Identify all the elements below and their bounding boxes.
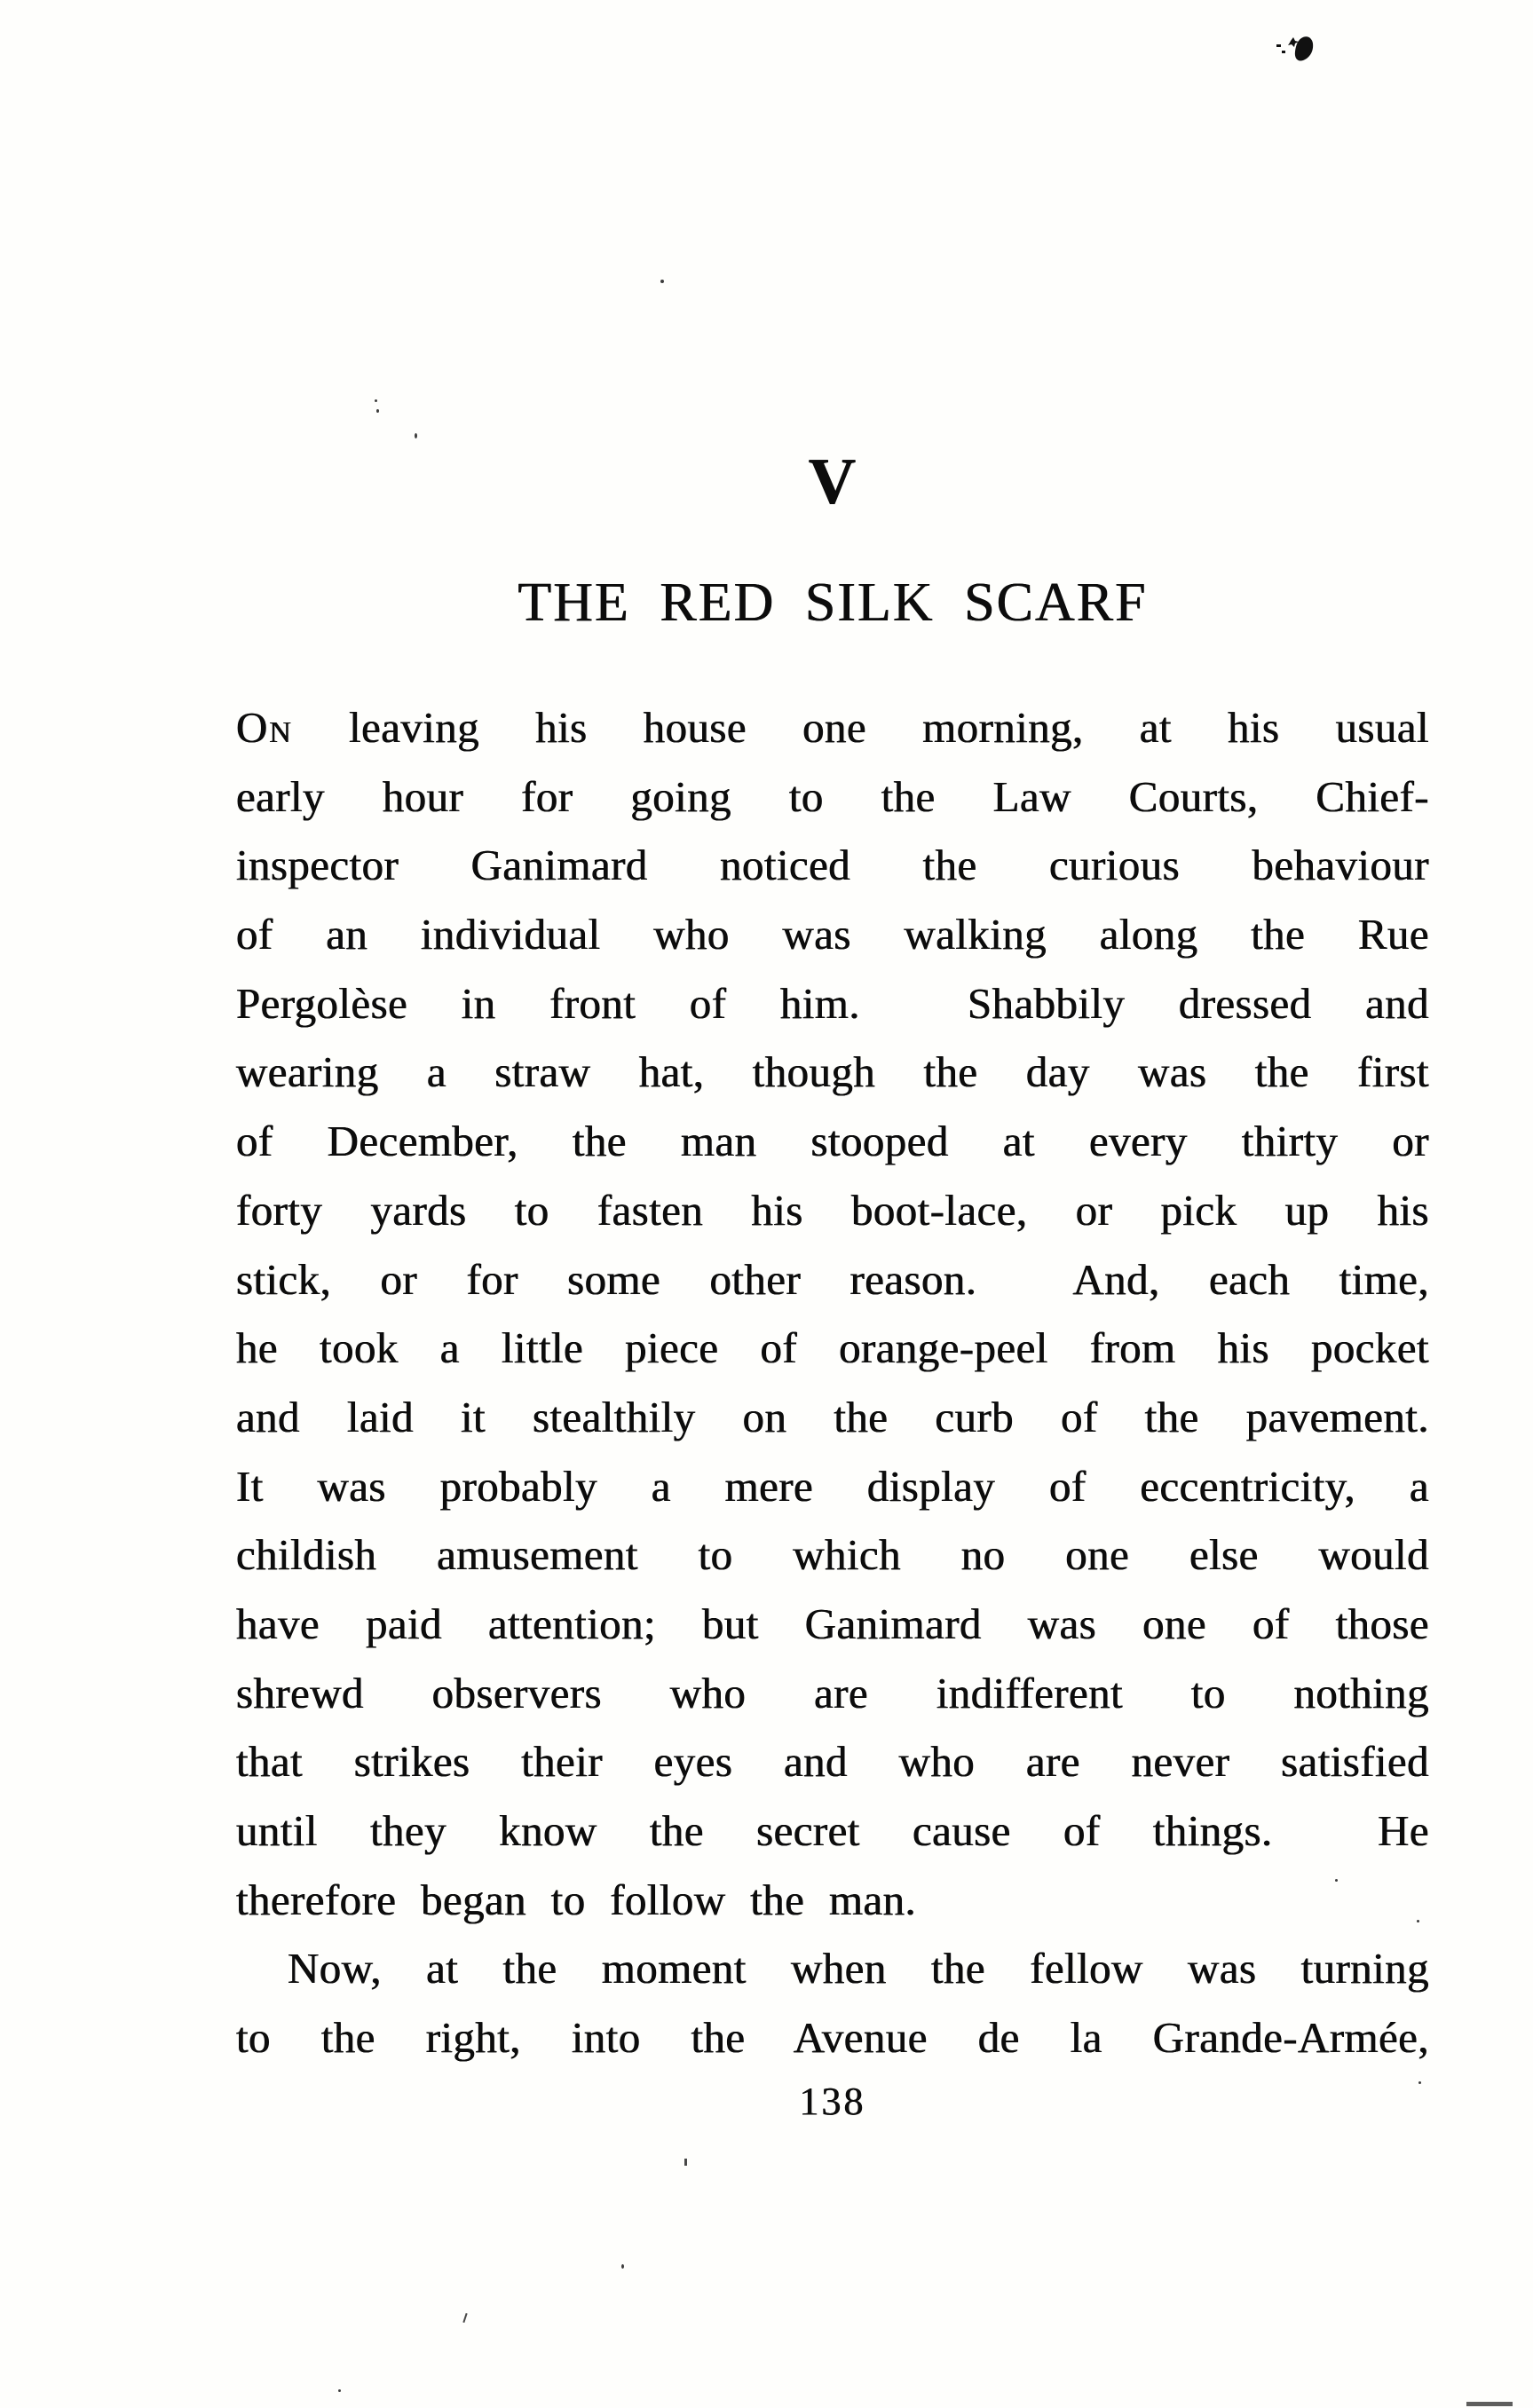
chapter-number: V xyxy=(808,446,857,518)
text-line: shrewd observers who are indifferent to nothing xyxy=(236,1668,1429,1717)
text-line xyxy=(236,693,1429,762)
text-line: until they know the secret cause of things. He xyxy=(236,1806,1429,1855)
text-line: It was probably a mere display of eccentricity, a xyxy=(236,1461,1429,1511)
text-line-paragraph-end: therefore began to follow the man. xyxy=(236,1875,917,1924)
chapter-title: THE RED SILK SCARF xyxy=(518,572,1148,633)
text-line: have paid attention; but Ganimard was one of those xyxy=(236,1599,1429,1648)
scan-speck xyxy=(621,2264,624,2269)
scan-speck xyxy=(376,409,379,413)
page-number: 138 xyxy=(799,2080,866,2123)
text-line: of an individual who was walking along the Rue xyxy=(236,910,1429,959)
body-text xyxy=(236,693,1429,2072)
scan-speck xyxy=(660,280,664,283)
lead-word-small-caps: On xyxy=(236,703,293,752)
scan-speck xyxy=(338,2389,341,2392)
scan-speck xyxy=(415,433,417,438)
text-line: and laid it stealthily on the curb of the pavement. xyxy=(236,1392,1429,1441)
text-line-rest: leaving his house one morning, at his usual xyxy=(292,703,1429,752)
ink-blot-icon xyxy=(1275,34,1317,66)
text-line: childish amusement to which no one else would xyxy=(236,1530,1429,1580)
scan-speck xyxy=(375,399,377,402)
text-line: Pergolèse in front of him. Shabbily dressed and xyxy=(236,978,1429,1028)
scan-scratch xyxy=(1466,2402,1513,2406)
text-line: he took a little piece of orange-peel from his pocket xyxy=(236,1323,1429,1373)
scan-scratch xyxy=(462,2313,467,2323)
text-line: to the right, into the Avenue de la Grande-Armée, xyxy=(236,2013,1429,2063)
text-line: early hour for going to the Law Courts, Chief- xyxy=(236,771,1429,821)
text-line: stick, or for some other reason. And, each time, xyxy=(236,1254,1429,1304)
text-line: of December, the man stooped at every thirty or xyxy=(236,1117,1429,1166)
text-line: forty yards to fasten his boot-lace, or pick up his xyxy=(236,1185,1429,1235)
text-line: inspector Ganimard noticed the curious behaviour xyxy=(236,841,1429,890)
scan-speck xyxy=(684,2159,687,2166)
text-line: that strikes their eyes and who are never satisfied xyxy=(236,1737,1429,1787)
text-line: wearing a straw hat, though the day was the first xyxy=(236,1047,1429,1097)
text-line-paragraph-start: Now, at the moment when the fellow was turning xyxy=(288,1944,1429,1994)
